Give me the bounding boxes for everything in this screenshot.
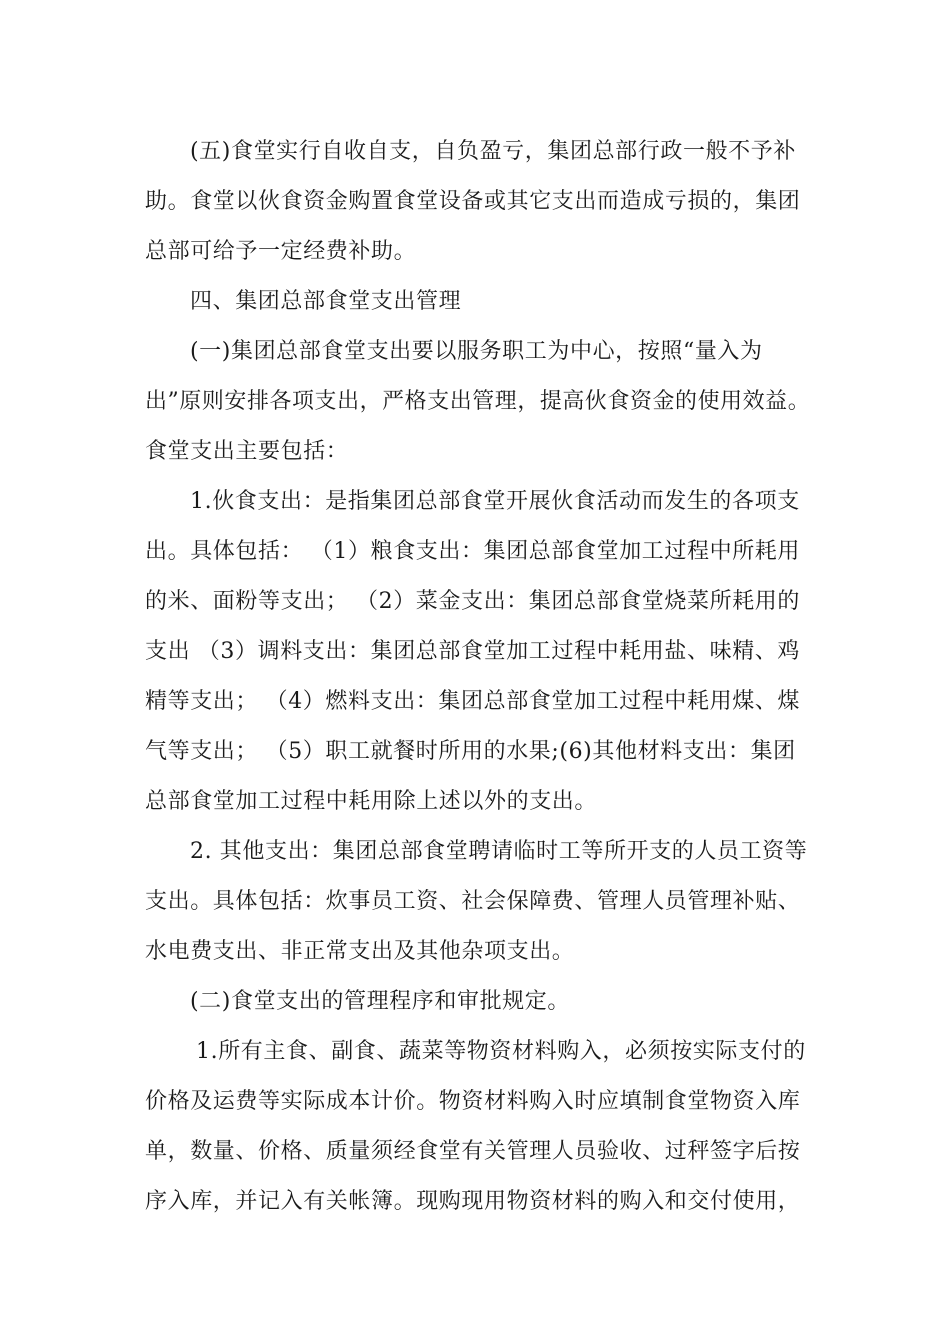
paragraph-line: 总部食堂加工过程中耗用除上述以外的支出。: [145, 789, 598, 814]
paragraph-line: 食堂支出主要包括：: [145, 439, 349, 464]
paragraph-line: 水电费支出、非正常支出及其他杂项支出。: [145, 939, 575, 964]
paragraph-line: 出。具体包括： （1）粮食支出：集团总部食堂加工过程中所耗用: [145, 539, 800, 564]
paragraph-line: 支出 （3）调料支出：集团总部食堂加工过程中耗用盐、味精、鸡: [145, 639, 800, 664]
paragraph-line: 支出。具体包括：炊事员工资、社会保障费、管理人员管理补贴、: [145, 889, 801, 914]
paragraph-line: 气等支出； （5）职工就餐时所用的水果;(6)其他材料支出：集团: [145, 739, 796, 764]
paragraph-line: 助。食堂以伙食资金购置食堂设备或其它支出而造成亏损的，集团: [145, 189, 801, 214]
paragraph-line: 精等支出； （4）燃料支出：集团总部食堂加工过程中耗用煤、煤: [145, 689, 800, 714]
section-heading: 四、集团总部食堂支出管理: [190, 289, 462, 314]
paragraph-line: 1.所有主食、副食、蔬菜等物资材料购入，必须按实际支付的: [196, 1039, 806, 1064]
paragraph-line: 1.伙食支出：是指集团总部食堂开展伙食活动而发生的各项支: [190, 489, 800, 514]
paragraph-line: 价格及运费等实际成本计价。物资材料购入时应填制食堂物资入库: [145, 1089, 801, 1114]
paragraph-line: (五)食堂实行自收自支，自负盈亏，集团总部行政一般不予补: [190, 139, 796, 164]
paragraph-line: 2. 其他支出：集团总部食堂聘请临时工等所开支的人员工资等: [190, 839, 808, 864]
section-heading: (二)食堂支出的管理程序和审批规定。: [190, 989, 570, 1014]
paragraph-line: (一)集团总部食堂支出要以服务职工为中心，按照“量入为: [190, 339, 763, 364]
paragraph-line: 出”原则安排各项支出，严格支出管理，提高伙食资金的使用效益。: [145, 389, 811, 414]
paragraph-line: 单，数量、价格、质量须经食堂有关管理人员验收、过秤签字后按: [145, 1139, 801, 1164]
paragraph-line: 的米、面粉等支出； （2）菜金支出：集团总部食堂烧菜所耗用的: [145, 589, 800, 614]
paragraph-line: 总部可给予一定经费补助。: [145, 239, 417, 264]
paragraph-line: 序入库，并记入有关帐簿。现购现用物资材料的购入和交付使用，: [145, 1189, 801, 1214]
